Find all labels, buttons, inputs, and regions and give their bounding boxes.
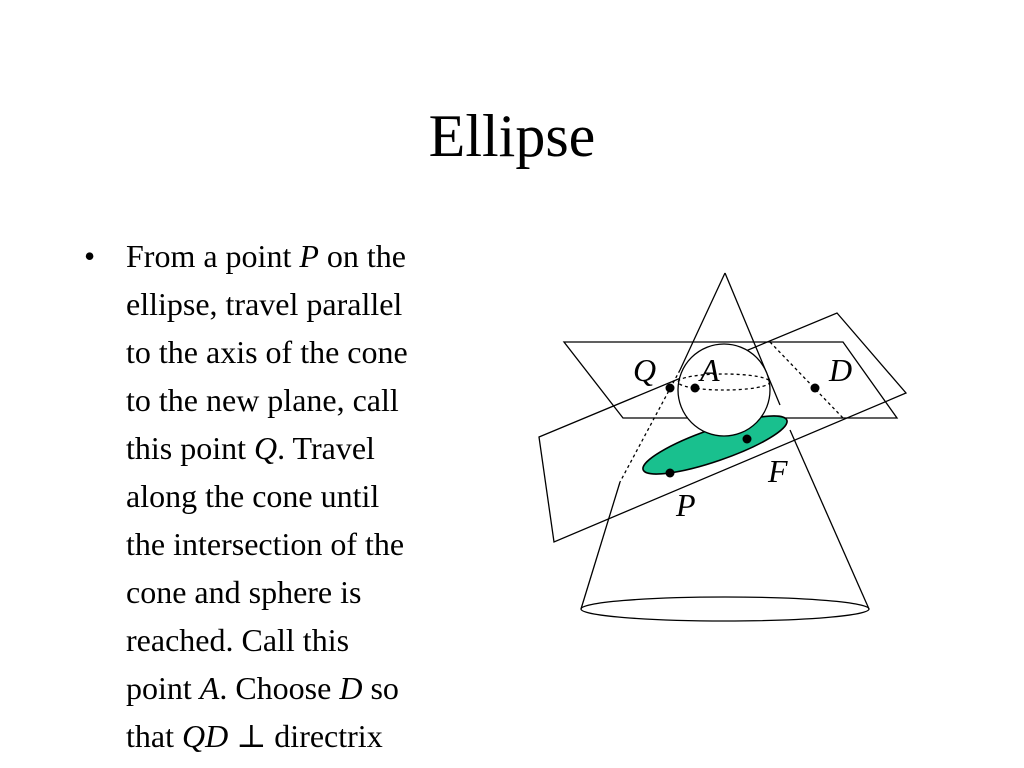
text-run: that: [126, 718, 182, 754]
italic-variable: P: [299, 238, 319, 274]
text-run: . Travel: [277, 430, 375, 466]
italic-variable: A: [199, 670, 220, 706]
label-Q: Q: [633, 352, 657, 388]
bullet-line: [126, 520, 486, 568]
bullet-line: [126, 424, 486, 472]
text-run: . Choose: [219, 670, 340, 706]
bullet-line: [126, 664, 486, 712]
text-run: reached. Call this: [126, 622, 350, 658]
point-F-marker: [743, 435, 752, 444]
text-run: to the axis of the cone: [126, 334, 408, 370]
bullet-line: [126, 328, 486, 376]
label-F: F: [768, 453, 788, 489]
bullet-line: [126, 616, 486, 664]
text-run: to the new plane, call: [126, 382, 399, 418]
label-D: D: [829, 352, 853, 388]
text-run: this point: [126, 430, 255, 466]
point-D-marker: [811, 384, 820, 393]
text-run: From a point: [126, 238, 300, 274]
bullet-marker: •: [84, 238, 96, 274]
point-Q-marker: [666, 384, 675, 393]
label-P: P: [676, 487, 696, 523]
label-A: A: [700, 352, 720, 388]
italic-variable: Q: [254, 430, 278, 466]
bullet-line: [126, 568, 486, 616]
bullet-line: [126, 472, 486, 520]
cone-right-edge-bottom: [790, 430, 869, 609]
text-run: so: [362, 670, 399, 706]
cone-left-edge-bottom: [581, 482, 620, 609]
text-run: along the cone until: [126, 478, 380, 514]
cone-base: [581, 597, 869, 621]
slide-title: Ellipse: [428, 103, 596, 169]
text-run: ⊥ directrix: [228, 718, 383, 754]
italic-variable: QD: [181, 718, 229, 754]
bullet-line: [126, 712, 486, 760]
point-P-marker: [666, 469, 675, 478]
text-run: ellipse, travel parallel: [126, 286, 403, 322]
text-run: on the: [318, 238, 406, 274]
text-run: the intersection of the: [126, 526, 405, 562]
bullet-line: [126, 280, 486, 328]
point-A-marker: [691, 384, 700, 393]
text-run: cone and sphere is: [126, 574, 362, 610]
bullet-line: [126, 376, 486, 424]
bullet-line: [126, 232, 486, 280]
bullet-text: [126, 232, 486, 760]
italic-variable: D: [339, 670, 363, 706]
text-run: point: [126, 670, 200, 706]
cone-plane-ellipse-diagram: [520, 260, 920, 630]
